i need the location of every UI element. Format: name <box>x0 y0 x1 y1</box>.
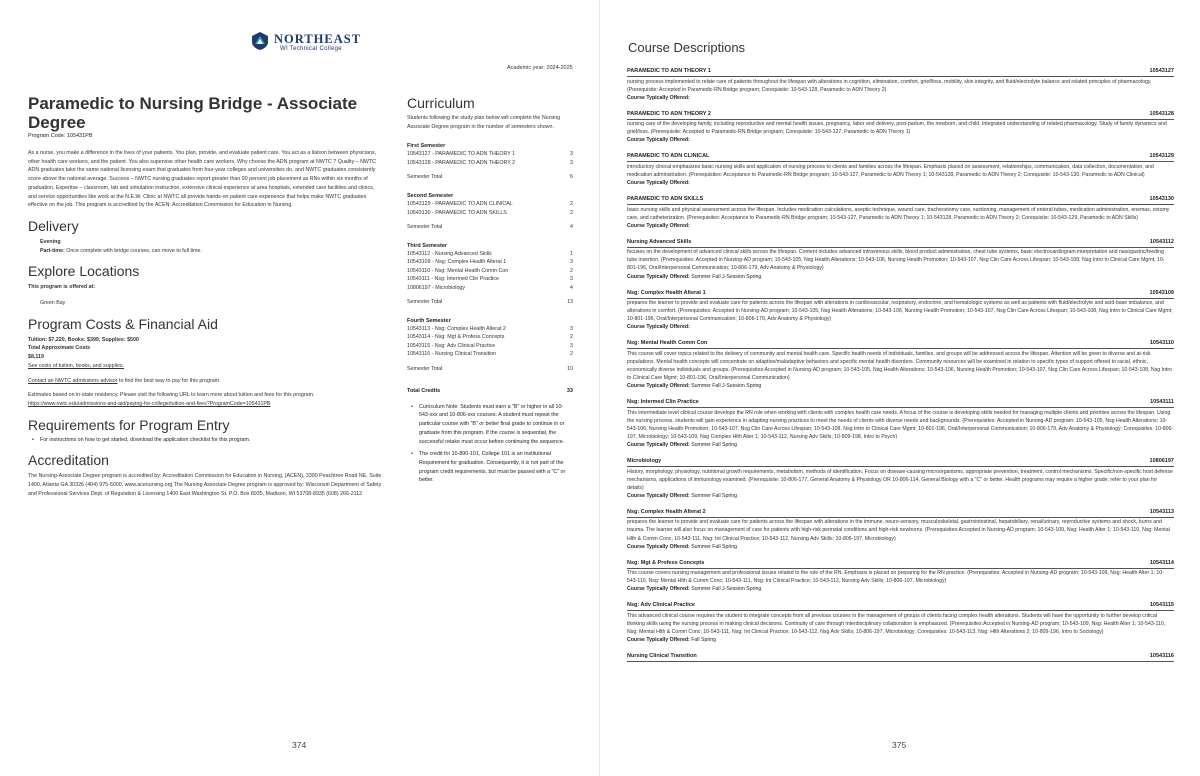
course-description: History, morphology, physiology, nutritional growth requirements, metabolism, methods of identification. Focus on disease-causing microorganisms, appropriate prevention, treatment, control mechanisms. Specific/non-specific host defense mechanisms, applications of immunology examined. (Prerequisite: 10-806-177, General Anatomy & Physiology OR 10-806-114, General Biology with a "C" or better. Health programs may require a higher grade; refer to your plan for details) <box>627 468 1173 491</box>
curriculum-course-row <box>407 267 573 275</box>
curriculum-course-row <box>407 150 573 158</box>
course-credits: 2 <box>570 351 573 358</box>
delivery-heading: Delivery <box>28 217 79 234</box>
course-code: 10543116 <box>1149 653 1174 660</box>
course-offered-line <box>627 543 1174 551</box>
semester-total-row <box>407 173 573 181</box>
course-name: 10543130 - PARAMEDIC TO ADN SKILLS <box>407 209 507 216</box>
course-name: 10543111 - Nsg: Intermed Clin Practice <box>407 276 499 283</box>
course-title: Nsg: Complex Health Alterat 2 <box>627 508 706 515</box>
course-credits: 2 <box>570 334 573 341</box>
course-title: Nursing Advanced Skills <box>627 238 692 245</box>
delivery-mode: Evening <box>40 238 61 245</box>
course-offered-label: Course Typically Offered: <box>627 324 690 331</box>
course-offered-line <box>627 179 1174 187</box>
course-code: 10543110 <box>1149 340 1174 347</box>
total-costs-label: Total Approximate Costs <box>28 345 91 352</box>
semester-title: Third Semester <box>407 243 448 250</box>
curriculum-course-row <box>407 275 573 283</box>
course-offered-terms: Summer Fall J-Session Spring <box>691 383 762 390</box>
curriculum-course-row <box>407 284 573 292</box>
course-name: 10543116 - Nursing Clinical Transition <box>407 351 497 358</box>
semester-title: Fourth Semester <box>407 318 451 325</box>
course-header <box>627 509 1174 518</box>
course-description: This course will cover topics related to the delivery of community and mental health care. Specific health needs of individuals, families, and groups will be addressed across the lifespan. Attention will be given to diverse and at-risk populations. Mental health concepts will concentrate on adaptive/maladaptive behaviors and specific mental health disorders. Community resources will be examined in relation to specific types of support offered to racial, ethnic, economically diverse individuals and groups. (Prerequisites:Accepted in Nursing-AD program; 10-543-105, Nsg Health Alterations; 10-543-106, Nursing Health Promotion; 10-543-107, Nsg Clin Care Across Lifespan; 10-543-108, Nsg Intro to Clinical Care Mgmt; 10-801-196, Oral/Interpersonal Communication) <box>627 350 1172 382</box>
semester-total-value: 13 <box>567 299 573 306</box>
semester-block <box>407 192 573 231</box>
course-credits: 3 <box>570 159 573 166</box>
course-entry <box>627 111 1174 145</box>
course-offered-label: Course Typically Offered: <box>627 543 690 550</box>
course-code: 10543130 <box>1149 196 1174 203</box>
semester-total-value: 4 <box>570 224 573 231</box>
course-list <box>627 68 1174 671</box>
course-credits: 3 <box>570 259 573 266</box>
course-entry <box>627 68 1174 102</box>
semester-total-label: Semester Total <box>407 365 443 372</box>
course-code: 10806197 <box>1149 458 1174 465</box>
course-description: nursing care of the developing family, including reproductive and mental health issues, pregnancy, labor and delivery, post-partum, the newborn, and child. Integrated understanding of related pharmacology. Study of family dynamics and grief/loss. (Prerequisite: Accepted to Paramedic-RN Bridge program; Corequisite: 10-543-127, Paramedic to ADN Theory 1) <box>627 121 1167 136</box>
course-title: PARAMEDIC TO ADN CLINICAL <box>627 153 710 160</box>
course-entry <box>627 602 1174 644</box>
program-code: Program Code: 105431PB <box>28 133 93 139</box>
course-name: 10543113 - Nsg: Complex Health Alterat 2 <box>407 326 506 333</box>
course-entry <box>627 560 1174 594</box>
right-page <box>600 0 1200 776</box>
course-description: focuses on the development of advanced clinical skills across the lifespan. Content includes advanced intravenous skills, blood product administration, chest tube systems, basic electrocardiogram interpretation and nasogastric/feeding tube insertion. (Prerequisites: Accepted in Nursing-AD program; 10-543-105, Nsg Health Alterations; 10-543-106, Nursing Health Promotion; 10-543-107, Nsg Clin Care Across Lifespan; 10-543-108, Nsg Intro to Clinical Care Mgmt; 10-801-196, Oral/Interpersonal Communication; 10-806-179, Adv Anatomy & Physiology) <box>627 249 1165 272</box>
course-name: 10543114 - Nsg: Mgt & Profess Concepts <box>407 334 505 341</box>
course-code: 10543113 <box>1149 508 1174 515</box>
curriculum-course-row <box>407 258 573 266</box>
parttime-text: Once complete with bridge courses, can move to full time. <box>64 247 202 254</box>
course-name: 10543109 - Nsg: Complex Health Alterat 1 <box>407 259 507 266</box>
course-title: PARAMEDIC TO ADN SKILLS <box>627 196 704 203</box>
requirements-list <box>28 436 383 445</box>
course-descriptions-title: Course Descriptions <box>628 40 746 55</box>
curriculum-notes <box>407 403 573 485</box>
semester-total-row <box>407 298 573 306</box>
course-name: 10806197 - Microbiology <box>407 284 466 291</box>
course-credits: 3 <box>570 342 573 349</box>
course-offered-terms: Summer Fall Spring <box>691 543 738 550</box>
course-title: Nsg: Mgt & Profess Concepts <box>627 559 705 566</box>
course-offered-line <box>627 636 1174 644</box>
course-header <box>627 340 1174 349</box>
semester-total-value: 6 <box>570 174 573 181</box>
course-description: prepares the learner to provide and evaluate care for patients across the lifespan with alterations in cardiovascular, respiratory, endocrine, and hematologic systems as well as patients with fluid/electrolyte and acid-base imbalance, and alterations in comfort. (Prerequisites: Accepted in Nursing-AD program; 10-543-105, Nsg Health Alterations; 10-543-106, Nursing Health Promotion; 10-543-107, Nsg Clin Care Across Lifespan; 10-543-108, Nsg Intro to Clinical Care Mgmt; 10-801-196, Oral/Interpersonal Communication; 10-806-179, Adv Anatomy & Physiology) <box>627 300 1173 323</box>
course-header <box>627 196 1174 205</box>
course-entry <box>627 196 1174 230</box>
course-title: Nursing Clinical Transition <box>627 653 697 660</box>
course-offered-line <box>627 492 1174 500</box>
costs-heading: Program Costs & Financial Aid <box>28 315 218 332</box>
course-code: 10543112 <box>1149 238 1174 245</box>
course-offered-terms: Summer Fall J-Session Spring <box>691 586 762 593</box>
curriculum-course-row <box>407 200 573 208</box>
offered-at-label: This program is offered at: <box>28 284 96 291</box>
course-title: Nsg: Mental Health Comm Con <box>627 340 708 347</box>
course-header <box>627 153 1174 162</box>
course-credits: 3 <box>570 151 573 158</box>
course-credits: 2 <box>570 267 573 274</box>
see-costs-link[interactable]: See costs of tuition, books, and supplies. <box>28 362 124 369</box>
course-offered-label: Course Typically Offered: <box>627 586 690 593</box>
course-description: basic nursing skills and physical assessment across the lifespan. Includes medication calculations, aseptic technique, wound care, tracheostomy care, suctioning, management of enteral tubes, medication administration, enemas, ostomy care, and catheterization. (Prerequisites: Acceptance to Paramedic-RN Bridge program; 10-543-127, Paramedic to ADN Theory 1; 10-543128, Paramedic to ADN Theory 2; Corequisite: 10-543-129, Paramedic to ADN Skills) <box>627 206 1170 221</box>
course-header <box>627 560 1174 569</box>
course-header <box>627 239 1174 248</box>
course-credits: 4 <box>570 284 573 291</box>
course-title: Nsg: Adv Clinical Practice <box>627 602 695 609</box>
course-description: introductory clinical emphasizes basic nursing skills and application of nursing process to clients and families across the lifespan. Emphasis placed on assessment, relationships, communication, data collection, documentation, and medication administration. (Prerequisites: Acceptance to Paramedic-RN Bridge program; 10-543-127, Paramedic to ADN Theory 1; 10-543128, Paramedic to ADN Theory 2; Corequisite: 10-543-130, Paramedic to ADN Clinical) <box>627 163 1154 178</box>
curriculum-course-row <box>407 342 573 350</box>
curriculum-course-row <box>407 250 573 258</box>
course-offered-line <box>627 94 1174 102</box>
course-header <box>627 602 1174 611</box>
page-number-right: 375 <box>892 740 907 750</box>
course-description: nursing process implemented to relate care of patients throughout the lifespan with alterations in cognition, elimination, comfort, grief/loss, mobility, skin integrity, and fluid/electrolyte balance and related principles of pharmacology. (Prerequisite: Accepted in Paramedic-RN Bridge program; Corequisite: 10-543-128, Paramedic to ADN Theory 2) <box>627 78 1152 93</box>
course-offered-line <box>627 273 1174 281</box>
total-costs-value: $8,119 <box>28 354 44 361</box>
course-offered-line <box>627 382 1174 390</box>
course-header <box>627 111 1174 120</box>
accreditation-heading: Accreditation <box>28 452 109 469</box>
course-name: 10543129 - PARAMEDIC TO ADN CLINICAL <box>407 201 513 208</box>
contact-advisor-link[interactable]: Contact an NWTC admissions advisor <box>28 377 118 384</box>
delivery-parttime <box>28 247 383 256</box>
academic-year: Academic year: 2024-2025 <box>507 65 573 71</box>
course-code: 10543109 <box>1149 289 1174 296</box>
course-credits: 2 <box>570 201 573 208</box>
course-code: 10543129 <box>1149 153 1174 160</box>
semester-title: First Semester <box>407 143 446 150</box>
course-header <box>627 653 1174 662</box>
course-credits: 3 <box>570 326 573 333</box>
program-title: Paramedic to Nursing Bridge - Associate Degree <box>28 94 358 132</box>
course-name: 10543110 - Nsg: Mental Health Comm Con <box>407 267 509 274</box>
course-entry <box>627 399 1174 449</box>
course-offered-label: Course Typically Offered: <box>627 180 690 187</box>
course-title: Nsg: Complex Health Alterat 1 <box>627 289 706 296</box>
curriculum-note: • The credit for 10-890-101, College 101 is an Institutional Requirement for graduation. Consequently, it is not part of the program credit requirements, but must be passed with a "C" or better. <box>407 450 573 485</box>
tuition-line: Tuition: $7,220, Books: $399, Supplies: $500 <box>28 336 139 343</box>
total-credits-value: 33 <box>566 387 573 394</box>
course-offered-line <box>627 441 1174 449</box>
course-header <box>627 290 1174 299</box>
course-entry <box>627 239 1174 281</box>
course-entry <box>627 340 1174 390</box>
course-title: Nsg: Intermed Clin Practice <box>627 399 699 406</box>
college-logo <box>250 31 360 55</box>
course-description: This course covers nursing management and professional issues related to the role of the RN. Emphasis is placed on preparing for the RN practice. (Prerequisites: Accepted in Nursing-AD program; 10-543-109, Nsg: Health Alter 1; 10-543-110, Nsg: Mental Hlth & Comm Conc; 10-543-111, Nsg: Int Clinical Practice; 10-543-112, Nursing Adv Skills; 10-806-197, Microbiology) <box>627 570 1164 585</box>
course-header <box>627 68 1174 77</box>
course-offered-label: Course Typically Offered: <box>627 273 690 280</box>
course-description: This intermediate level clinical course develops the RN role when working with clients with complex health care needs. A focus of the course is developing skills needed for managing multiple clients and priorities across the lifespan. Using the nursing process, students will gain experience in adapting nursing practices to meet the needs of clients with diverse needs and backgrounds. (Prerequisites: Accepted in Nursing-AD program; 10-543-105, Nsg Health Alterations; 10-543-106, Nursing Health Promotion; 10-543-107, Nsg Clin Care Across Lifespan; 10-543-108, Nsg Intro to Clinical Care Mgmt; 10-801-196, Oral/Interpersonal Communication; 10-806-179, Adv Anatomy & Physiology; Corequisites: 10-806-197, Microbiology; 10-543-109, Nsg Complex Hlth Alter 1; 10-543-112, Nursing Adv Skills; 10-809-198, Intro to Psych) <box>627 409 1174 440</box>
course-offered-label: Course Typically Offered: <box>627 637 690 644</box>
semester-title: Second Semester <box>407 193 454 200</box>
total-credits-row <box>407 387 573 395</box>
course-header <box>627 399 1174 408</box>
course-entry <box>627 153 1174 187</box>
requirements-heading: Requirements for Program Entry <box>28 416 230 433</box>
program-intro: As a nurse, you make a difference in the lives of your patients. You plan, provide, and evaluate patient care. You act as a liaison between physicians, other health care workers, and the patient. You also supervise other health care workers. Why choose the ADN program at NWTC ? Quality – NWTC ADN graduates take the same national licensing exam that graduates from four-year colleges and universities do, and NWTC graduates consistently score above the national average. Success – NWTC nursing graduates report greater than 90 percent job placement as RNs within six months of graduation. Expertise – classroom, lab and simulation instruction, extensive clinical experience at area hospitals, extended care facilities and clinics, and service opportunities like work at the N.E.W. Clinic at NWTC all provide hands-on patient care experience that helps make NWTC graduates effective on the job. This program is accredited by the ACEN: Accreditation Commission for Education in Nursing. <box>28 150 376 209</box>
semester-total-row <box>407 223 573 231</box>
curriculum-course-row <box>407 333 573 341</box>
course-entry <box>627 458 1174 500</box>
course-offered-label: Course Typically Offered: <box>627 137 690 144</box>
semester-total-label: Semester Total <box>407 224 443 231</box>
total-credits-label: Total Credits <box>407 387 441 394</box>
logo-subtitle: WI Technical College <box>280 46 342 52</box>
contact-advisor-line <box>28 377 383 386</box>
course-entry <box>627 290 1174 332</box>
course-code: 10543115 <box>1149 602 1174 609</box>
course-title: PARAMEDIC TO ADN THEORY 1 <box>627 68 711 74</box>
course-title: Microbiology <box>627 458 662 465</box>
course-offered-label: Course Typically Offered: <box>627 94 690 101</box>
curriculum-course-row <box>407 325 573 333</box>
curriculum-heading: Curriculum <box>407 95 475 111</box>
accreditation-text: The Nursing-Associate Degree program is accredited by: Accreditation Commission for Education in Nursing, (ACEN), 3390 Peachtree Road NE, Suite 1400, Atlanta GA 30326 (404) 975-5000, www.acenursing.org The Nursing Associate Degree program is approved by: Wisconsin Department of Safety and Professional Services Dept. of Regulation & Licensing 1400 East Washington St. P.O. Box 8935, Madison, WI 53708-8935 (608) 266-2112 <box>28 473 382 497</box>
curriculum-course-row <box>407 350 573 358</box>
course-name: 10543127 - PARAMEDIC TO ADN THEORY 1 <box>407 151 516 158</box>
semester-total-label: Semester Total <box>407 299 443 306</box>
course-offered-terms: Summer Fall J-Session Spring <box>691 273 762 280</box>
course-offered-line <box>627 136 1174 144</box>
course-description: prepares the learner to provide and evaluate care for patients across the lifespan with alterations in the immune, neuro-sensory, musculoskeletal, gastrointestinal, hepatobiliary, renal/urinary, reproductive systems and shock, burns and trauma. The learner will also focus on management of care for patients with high-risk perinatal conditions and high-risk newborns. (Prerequisites:Accepted in Nursing-AD program; 10-543-109, Nsg: Health Alter 1; 10-543-110, Nsg: Mental Hlth & Comm Conc; 10-543-111, Nsg: Int Clinical Practice; 10-543-112, Nursing Adv Skills; 10-806-197, Microbiology) <box>627 519 1170 542</box>
contact-advisor-rest: to find the best way to pay for this program. <box>117 377 221 384</box>
course-name: 10543115 - Nsg: Adv Clinical Practice <box>407 342 496 349</box>
course-offered-line <box>627 585 1174 593</box>
curriculum-course-row <box>407 159 573 167</box>
course-entry <box>627 509 1174 551</box>
course-offered-label: Course Typically Offered: <box>627 222 690 229</box>
requirements-item: • For instructions on how to get started, download the application checklist for this program. <box>28 436 383 445</box>
course-offered-line <box>627 323 1174 331</box>
course-credits: 1 <box>570 251 573 258</box>
semester-list <box>407 142 573 372</box>
course-code: 10543128 <box>1149 110 1174 117</box>
course-name: 10543112 - Nursing Advanced Skills <box>407 251 492 258</box>
semester-total-row <box>407 365 573 373</box>
semester-block <box>407 317 573 373</box>
course-offered-terms: Fall Spring <box>691 637 716 644</box>
logo-name: NORTHEAST <box>274 32 362 46</box>
course-offered-label: Course Typically Offered: <box>627 492 690 499</box>
curriculum-course-row <box>407 209 573 217</box>
curriculum-intro: Students following the study plan below will complete the Nursing Associate Degree program in the number of semesters shown. <box>407 115 561 130</box>
course-entry <box>627 653 1174 662</box>
course-credits: 3 <box>570 276 573 283</box>
course-offered-line <box>627 222 1174 230</box>
parttime-label: Part-time: <box>40 247 65 254</box>
course-title: PARAMEDIC TO ADN THEORY 2 <box>627 110 711 117</box>
course-description: This advanced clinical course requires the student to integrate concepts from all previous courses in the management of groups of clients facing complex health alterations. Students will have the opportunity to further develop critical thinking skills using the nursing process in making clinical decisions. Continuity of care through interdisciplinary collaboration is emphasized. (Prerequisites:Accepted in Nursing-AD program; 10-543-109, Nsg: Health Alter 1; 10-543-110, Nsg: Mental Hlth & Comm Conc; 10-543-111, Nsg: Int Clinical Practice; 10-543-112, Nsg Adv Skills; 10-806-197, Microbiology; Corequisites: 10-543-113, Nsg: Hlth Alterations 2; 10-809-196, Intro to Sociology) <box>627 612 1166 635</box>
semester-block <box>407 242 573 306</box>
course-code: 10543114 <box>1149 559 1174 566</box>
semester-block <box>407 142 573 181</box>
program-column <box>28 94 383 498</box>
course-offered-label: Course Typically Offered: <box>627 442 690 449</box>
course-code: 10543127 <box>1149 68 1174 74</box>
course-credits: 2 <box>570 209 573 216</box>
logo-shield-icon <box>250 31 270 51</box>
semester-total-value: 10 <box>567 365 573 372</box>
estimates-note: Estimates based on in-state residency. Please visit the following URL to learn more about tuition and fees for this program. <box>28 392 315 399</box>
curriculum-note: • Curriculum Note: Students must earn a "B" or higher in all 10-543-xxx and 10-806-xxx courses. A student must repeat the particular course with "B" or better final grade to continue in or graduate from this program. If the course is sequential, the successful retake must occur before continuing the sequence. <box>407 403 573 447</box>
course-offered-terms: Summer Fall Spring <box>691 442 738 449</box>
locations-heading: Explore Locations <box>28 263 140 280</box>
course-offered-terms: Summer Fall Spring <box>691 492 738 499</box>
tuition-url-link[interactable]: https://www.nwtc.edu/admissions-and-aid/paying-for-college/tuition-and-fees?ProgramCode=105431PB <box>28 400 271 407</box>
course-code: 10543111 <box>1150 399 1174 406</box>
course-header <box>627 458 1174 467</box>
course-name: 10543128 - PARAMEDIC TO ADN THEORY 2 <box>407 159 516 166</box>
page-number-left: 374 <box>292 740 307 750</box>
course-offered-label: Course Typically Offered: <box>627 383 690 390</box>
curriculum-column <box>407 94 573 485</box>
semester-total-label: Semester Total <box>407 174 443 181</box>
location-green-bay: Green Bay <box>40 300 66 307</box>
